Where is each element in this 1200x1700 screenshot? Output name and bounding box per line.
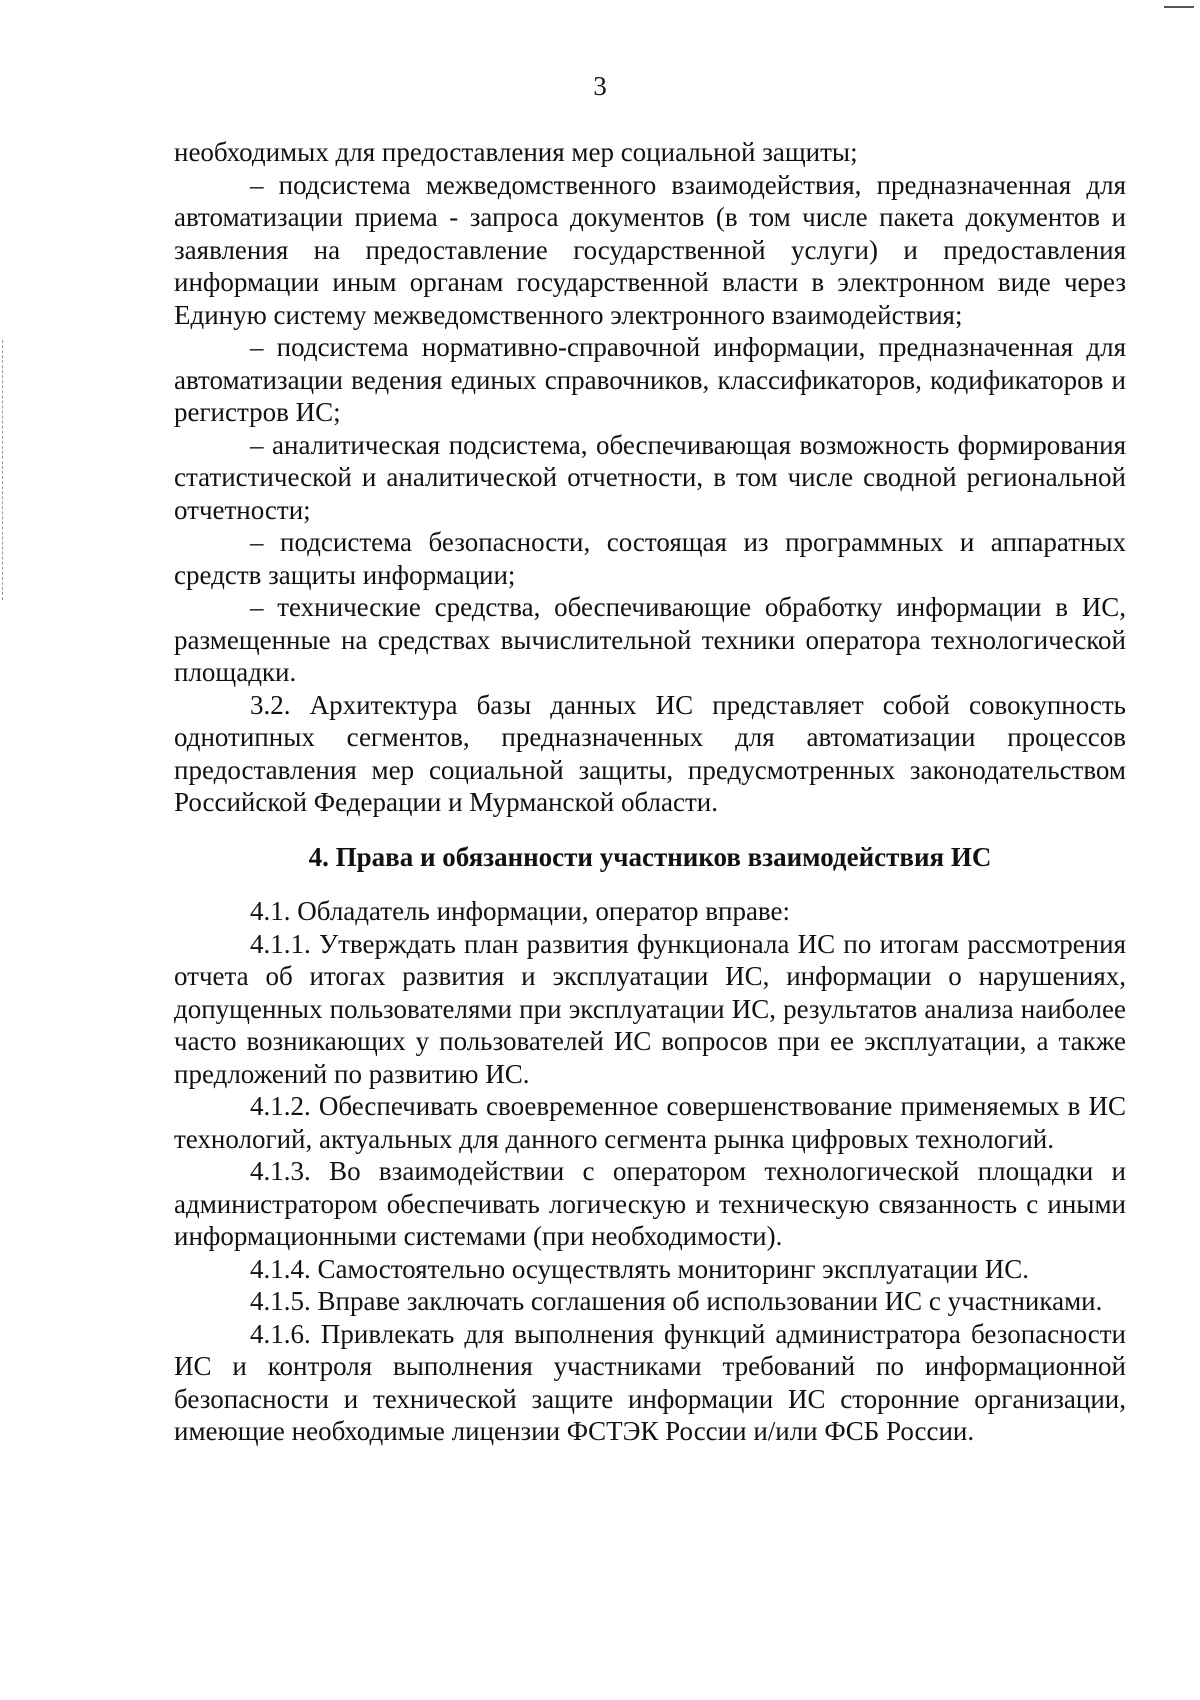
list-item-analytics-subsystem: – аналитическая подсистема, обеспечивающая возможность формирования статистической и аналитической отчетности, в том числе сводной региональной отчетности; bbox=[174, 429, 1126, 525]
list-item-reference-subsystem: – подсистема нормативно-справочной информации, предназначенная для автоматизации ведения единых справочников, классификаторов, кодификаторов и регистров ИС; bbox=[174, 332, 1126, 427]
paragraph-4-1: 4.1. Обладатель информации, оператор вправе: bbox=[250, 896, 790, 926]
paragraph-4-1-6: 4.1.6. Привлекать для выполнения функций администратора безопасности ИС и контроля выполнения участниками требований по информационной безопасности и технической защите информации ИС сторонние организации, имеющие необходимые лицензии ФСТЭК России и/или ФСБ России. bbox=[174, 1318, 1126, 1446]
list-item-technical-means: – технические средства, обеспечивающие обработку информации в ИС, размещенные на средствах вычислительной техники оператора технологической площадки. bbox=[174, 592, 1126, 687]
paragraph-4-1-4: 4.1.4. Самостоятельно осуществлять мониторинг эксплуатации ИС. bbox=[250, 1253, 1030, 1284]
section-heading: 4. Права и обязанности участников взаимодействия ИС bbox=[308, 841, 992, 872]
paragraph-4-1-5: 4.1.5. Вправе заключать соглашения об использовании ИС с участниками. bbox=[250, 1286, 1103, 1316]
page-number: 3 bbox=[593, 71, 607, 101]
paragraph-3-2: 3.2. Архитектура базы данных ИС представляет собой совокупность однотипных сегментов, предназначенных для автоматизации процессов предоставления мер социальной защиты, предусмотренных законодательством Российской Федерации и Мурманской области. bbox=[174, 689, 1126, 817]
list-item-interagency-subsystem: – подсистема межведомственного взаимодействия, предназначенная для автоматизации приема - запроса документов (в том числе пакета документов и заявления на предоставление государственной услуги) и предоставления информации иным органам государственной власти в электронном виде через Единую систему межведомственного электронного взаимодействия; bbox=[174, 169, 1126, 330]
paragraph-4-1-2: 4.1.2. Обеспечивать своевременное совершенствование применяемых в ИС технологий, актуальных для данного сегмента рынка цифровых технологий. bbox=[174, 1091, 1126, 1154]
scan-margin-mark bbox=[2, 340, 4, 600]
list-item-security-subsystem: – подсистема безопасности, состоящая из программных и аппаратных средств защиты информации; bbox=[174, 527, 1126, 590]
paragraph-continuation: необходимых для предоставления мер социальной защиты; bbox=[174, 137, 858, 167]
document-body bbox=[174, 136, 1126, 1448]
paragraph-4-1-3: 4.1.3. Во взаимодействии с оператором технологической площадки и администратором обеспечивать логическую и техническую связанность с иными информационными системами (при необходимости). bbox=[174, 1156, 1126, 1251]
paragraph-4-1-1: 4.1.1. Утверждать план развития функционала ИС по итогам рассмотрения отчета об итогах развития и эксплуатации ИС, информации о нарушениях, допущенных пользователями при эксплуатации ИС, результатов анализа наиболее часто возникающих у пользователей ИС вопросов при ее эксплуатации, а также предложений по развитию ИС. bbox=[174, 928, 1126, 1089]
scan-corner-mark bbox=[1164, 6, 1194, 8]
